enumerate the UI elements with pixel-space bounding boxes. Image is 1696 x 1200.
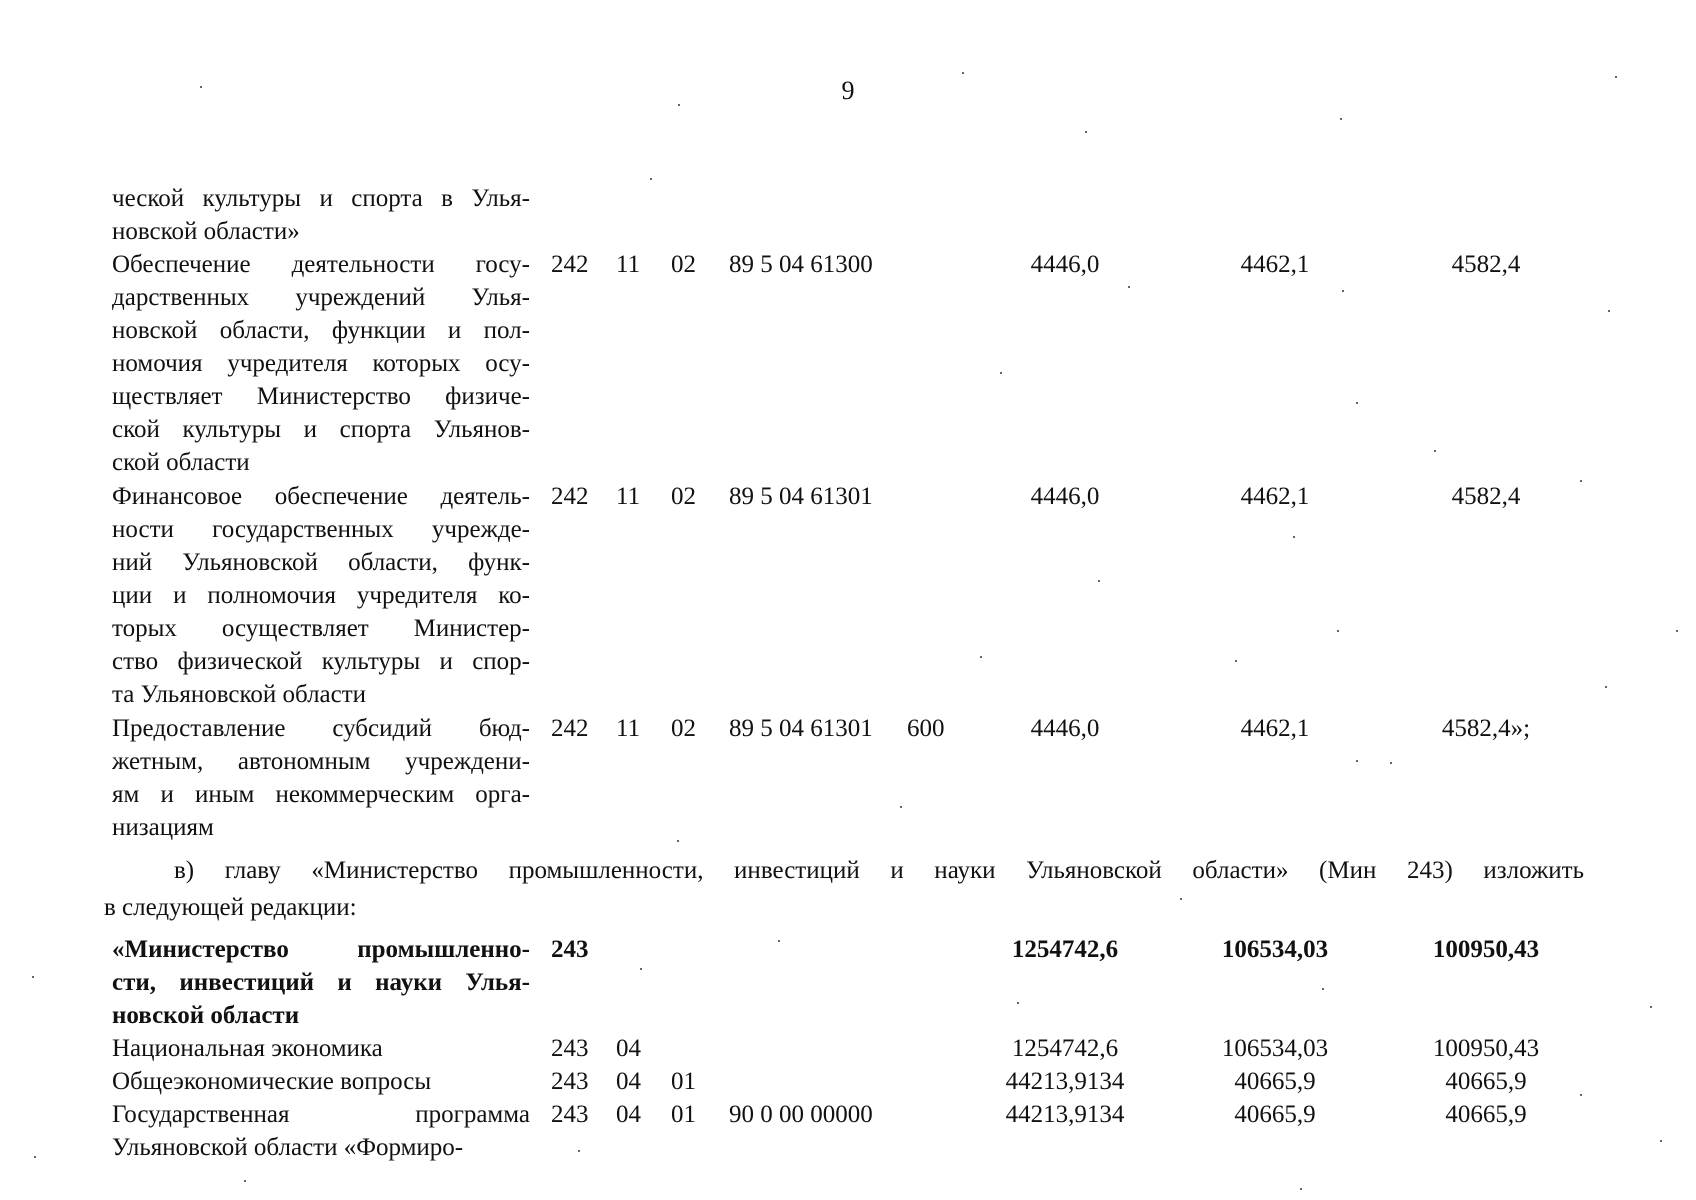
row-name-line: низациям <box>112 814 214 841</box>
target-article-cell: 89 5 04 61301 <box>729 483 873 510</box>
row-name-line: ской области <box>112 449 250 476</box>
section-code-cell: 04 <box>616 1068 641 1095</box>
amount-year2-cell: 4462,1 <box>1240 715 1310 742</box>
amount-year3-cell: 4582,4 <box>1451 483 1521 510</box>
row-name-line: «Министерство промышленно- <box>112 936 530 963</box>
amount-year1-cell: 1254742,6 <box>1011 1035 1119 1062</box>
row-name <box>112 480 530 711</box>
row-name-line: ческой культуры и спорта в Улья- <box>112 185 530 212</box>
section-code-cell: 04 <box>616 1035 641 1062</box>
row-name <box>112 712 530 844</box>
expense-type-cell: 600 <box>907 715 945 742</box>
row-name-line: торых осуществляет Министер- <box>112 615 530 642</box>
row-name <box>112 933 530 1032</box>
amount-year3-cell: 100950,43 <box>1432 936 1540 963</box>
row-name-line: Национальная экономика <box>112 1035 383 1062</box>
amount-year2-cell: 40665,9 <box>1234 1068 1316 1095</box>
ministry-code-cell: 243 <box>551 1068 589 1095</box>
amount-year3-cell: 40665,9 <box>1445 1068 1527 1095</box>
amendment-paragraph: в) главу «Министерство промышленности, инвестиций и науки Ульяновской области» (Мин 243) изложить <box>174 857 1584 884</box>
row-name-line: ний Ульяновской области, функ- <box>112 549 530 576</box>
subsection-code-cell: 02 <box>671 251 696 278</box>
amendment-paragraph-continuation: в следующей редакции: <box>104 894 357 921</box>
amount-year1-cell: 4446,0 <box>1030 251 1100 278</box>
row-name <box>112 182 530 248</box>
row-name-line: ской культуры и спорта Ульянов- <box>112 416 530 443</box>
ministry-code-cell: 242 <box>551 715 589 742</box>
section-code-cell: 04 <box>616 1101 641 1128</box>
row-name <box>112 248 530 479</box>
target-article-cell: 90 0 00 00000 <box>729 1101 873 1128</box>
amount-year3-cell: 40665,9 <box>1445 1101 1527 1128</box>
subsection-code-cell: 01 <box>671 1101 696 1128</box>
row-name-line: номочия учредителя которых осу- <box>112 350 530 377</box>
subsection-code-cell: 02 <box>671 715 696 742</box>
row-name <box>112 1098 530 1164</box>
amount-year1-cell: 4446,0 <box>1030 715 1100 742</box>
row-name-line: Предоставление субсидий бюд- <box>112 715 530 742</box>
amount-year2-cell: 40665,9 <box>1234 1101 1316 1128</box>
amount-year3-cell: 4582,4 <box>1451 251 1521 278</box>
row-name-line: жетным, автономным учреждени- <box>112 748 530 775</box>
row-name-line: дарственных учреждений Улья- <box>112 284 530 311</box>
row-name-line: новской области, функции и пол- <box>112 317 530 344</box>
ministry-code-cell: 242 <box>551 483 589 510</box>
section-code-cell: 11 <box>616 483 641 510</box>
amount-year1-cell: 44213,9134 <box>1005 1101 1125 1128</box>
amount-year1-cell: 44213,9134 <box>1005 1068 1125 1095</box>
ministry-code-cell: 243 <box>551 1035 589 1062</box>
row-name-line: Государственная программа <box>112 1101 530 1128</box>
row-name-line: новской области» <box>112 218 300 245</box>
amount-year3-cell: 100950,43 <box>1432 1035 1540 1062</box>
section-code-cell: 11 <box>616 251 641 278</box>
row-name-line: ство физической культуры и спор- <box>112 648 530 675</box>
row-name-line: Ульяновской области «Формиро- <box>112 1134 464 1161</box>
row-name-line: ности государственных учрежде- <box>112 516 530 543</box>
row-name-line: новской области <box>112 1002 300 1029</box>
row-name-line: ции и полномочия учредителя ко- <box>112 582 530 609</box>
row-name-line: та Ульяновской области <box>112 681 367 708</box>
amount-year1-cell: 4446,0 <box>1030 483 1100 510</box>
target-article-cell: 89 5 04 61300 <box>729 251 873 278</box>
row-name-line: ществляет Министерство физиче- <box>112 383 530 410</box>
row-name-line: Общеэкономические вопросы <box>112 1068 432 1095</box>
amount-year2-cell: 4462,1 <box>1240 251 1310 278</box>
amount-year2-cell: 4462,1 <box>1240 483 1310 510</box>
ministry-code-cell: 243 <box>551 1101 589 1128</box>
target-article-cell: 89 5 04 61301 <box>729 715 873 742</box>
section-code-cell: 11 <box>616 715 641 742</box>
ministry-code-cell: 243 <box>551 936 589 963</box>
row-name <box>112 1065 530 1098</box>
row-name-line: Обеспечение деятельности госу- <box>112 251 530 278</box>
amount-year2-cell: 106534,03 <box>1221 1035 1329 1062</box>
amount-year3-cell: 4582,4»; <box>1441 715 1531 742</box>
row-name-line: Финансовое обеспечение деятель- <box>112 483 530 510</box>
subsection-code-cell: 02 <box>671 483 696 510</box>
subsection-code-cell: 01 <box>671 1068 696 1095</box>
row-name-line: ям и иным некоммерческим орга- <box>112 781 530 808</box>
row-name-line: сти, инвестиций и науки Улья- <box>112 969 530 996</box>
ministry-code-cell: 242 <box>551 251 589 278</box>
amount-year1-cell: 1254742,6 <box>1011 936 1119 963</box>
amount-year2-cell: 106534,03 <box>1221 936 1329 963</box>
page-number: 9 <box>841 76 855 105</box>
row-name <box>112 1032 530 1065</box>
